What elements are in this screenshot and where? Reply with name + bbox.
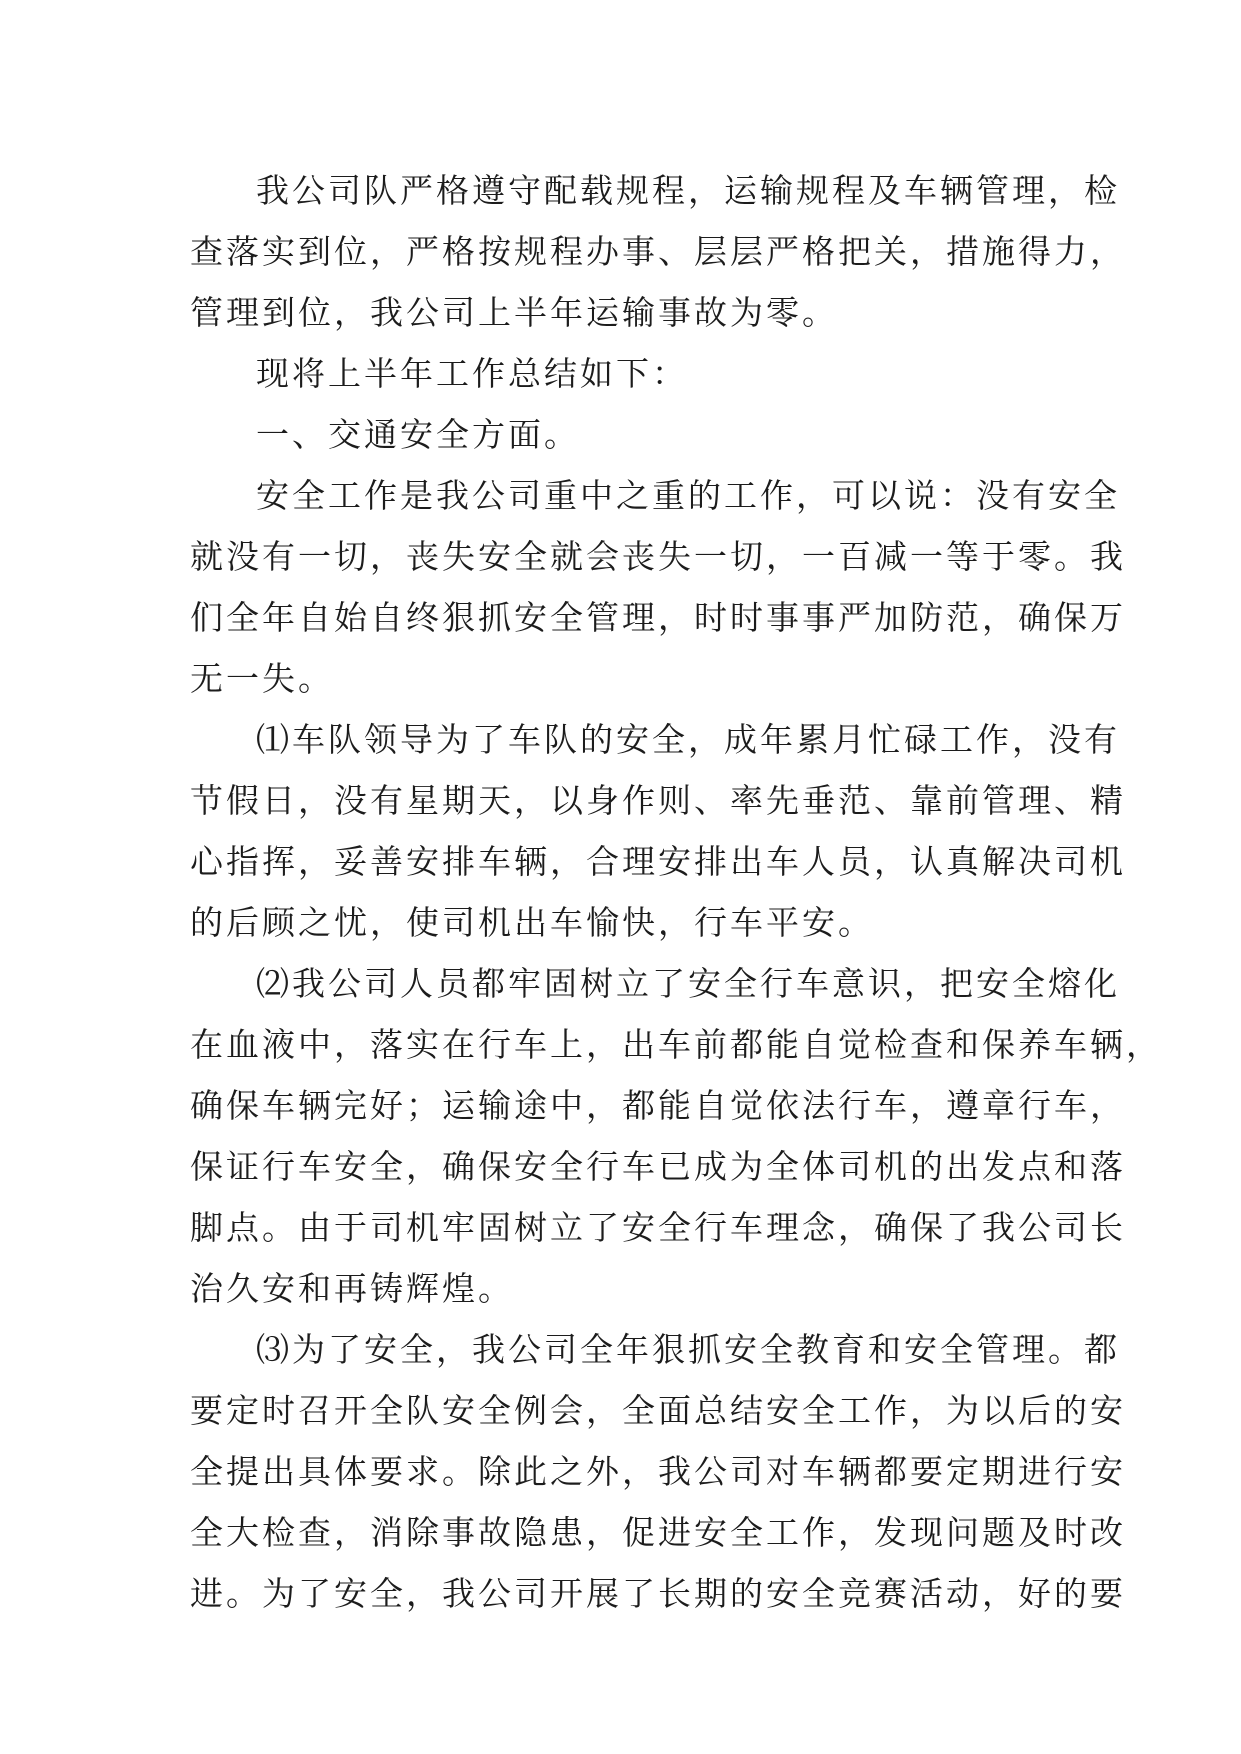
text-line: 治久安和再铸辉煌。	[190, 1269, 514, 1308]
text-line: 进。为了安全，我公司开展了长期的安全竞赛活动，好的要	[190, 1574, 1126, 1613]
text-line: ⑴车队领导为了车队的安全，成年累月忙碌工作，没有	[256, 720, 1120, 759]
text-line: 心指挥，妥善安排车辆，合理安排出车人员，认真解决司机	[190, 842, 1126, 881]
text-line: 现将上半年工作总结如下：	[256, 354, 688, 393]
text-line: 保证行车安全，确保安全行车已成为全体司机的出发点和落	[190, 1147, 1126, 1186]
text-line: 确保车辆完好；运输途中，都能自觉依法行车，遵章行车，	[190, 1086, 1126, 1125]
text-line: 查落实到位，严格按规程办事、层层严格把关，措施得力，	[190, 232, 1126, 271]
text-line: 们全年自始自终狠抓安全管理，时时事事严加防范，确保万	[190, 598, 1126, 637]
text-line: 脚点。由于司机牢固树立了安全行车理念，确保了我公司长	[190, 1208, 1126, 1247]
text-line: ⑶为了安全，我公司全年狠抓安全教育和安全管理。都	[256, 1330, 1120, 1369]
text-line: 安全工作是我公司重中之重的工作，可以说：没有安全	[256, 476, 1120, 515]
text-line: 节假日，没有星期天，以身作则、率先垂范、靠前管理、精	[190, 781, 1126, 820]
text-line: 我公司队严格遵守配载规程，运输规程及车辆管理，检	[256, 171, 1120, 210]
text-line: 在血液中，落实在行车上，出车前都能自觉检查和保养车辆，	[190, 1025, 1162, 1064]
document-body	[190, 160, 1162, 1624]
text-line: 就没有一切，丧失安全就会丧失一切，一百减一等于零。我	[190, 537, 1126, 576]
text-line: 全提出具体要求。除此之外，我公司对车辆都要定期进行安	[190, 1452, 1126, 1491]
text-line: 全大检查，消除事故隐患，促进安全工作，发现问题及时改	[190, 1513, 1126, 1552]
text-line: 的后顾之忧，使司机出车愉快，行车平安。	[190, 903, 874, 942]
text-line: 管理到位，我公司上半年运输事故为零。	[190, 293, 838, 332]
text-line: 要定时召开全队安全例会，全面总结安全工作，为以后的安	[190, 1391, 1126, 1430]
text-line: 无一失。	[190, 659, 334, 698]
text-line: ⑵我公司人员都牢固树立了安全行车意识，把安全熔化	[256, 964, 1120, 1003]
text-line: 一、交通安全方面。	[256, 415, 580, 454]
